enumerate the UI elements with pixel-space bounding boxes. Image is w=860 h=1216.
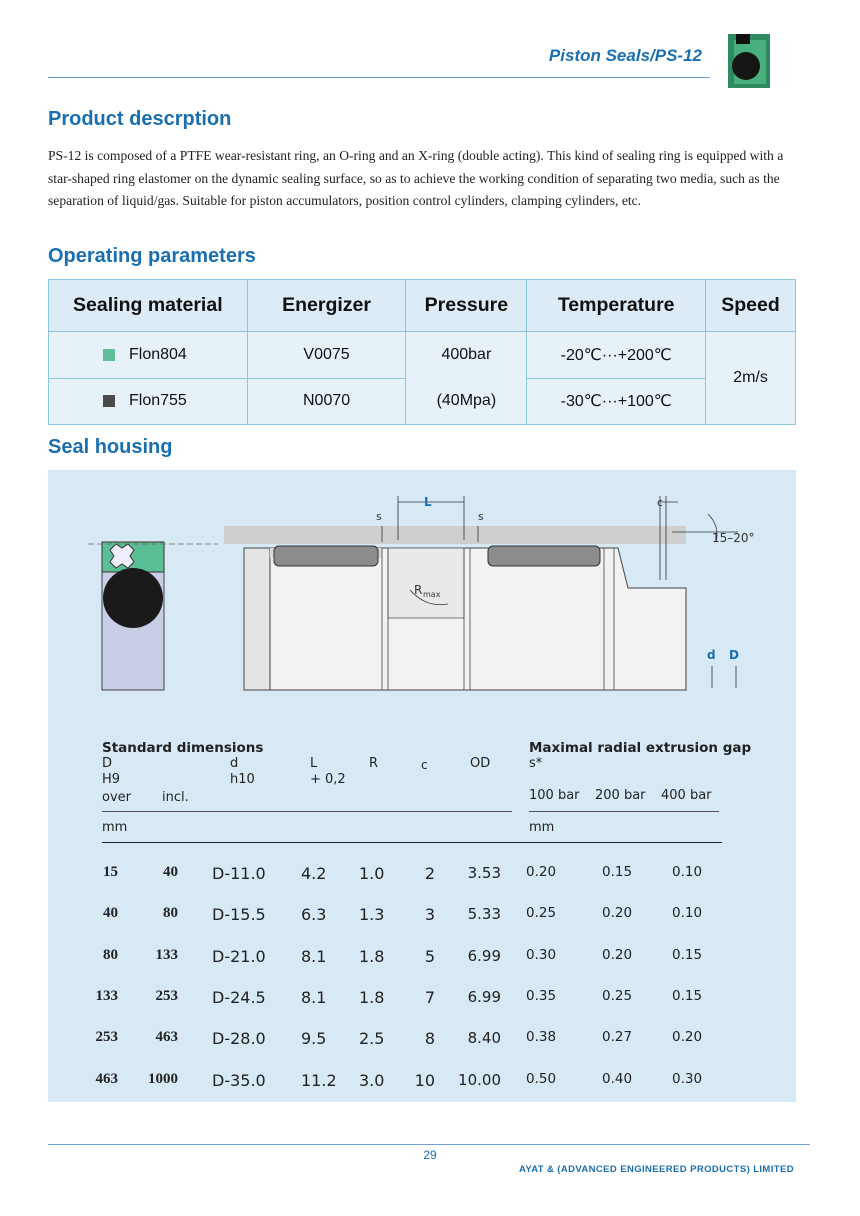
dim-cell-L: 8.1 [301,946,327,966]
dim-cell-R: 3.0 [359,1070,385,1090]
dim-cell-g2: 0.20 [602,946,633,963]
dim-cell-c: 5 [424,946,435,966]
energizer-cell: V0075 [247,332,406,379]
unit-right: mm [529,820,555,835]
dim-cell-g3: 0.15 [672,946,703,963]
description-heading: Product descrption [48,108,232,130]
dim-cell-g1: 0.20 [526,864,557,880]
dim-cell-g2: 0.40 [602,1070,633,1087]
dim-cell-L: 11.2 [301,1070,337,1090]
description-text: PS-12 is composed of a PTFE wear-resistant ring, an O-ring and an X-ring (double acting). This kind of sealing ring is equipped with a star-shaped ring elastomer on the dynamic sealing surface, so as to achieve the working condition of separating two media, such as the separation of liquid/gas. Suitable for piston accumulators, position control cylinders, clamping cylinders, etc. [48,148,784,209]
dim-cell-g1: 0.30 [526,946,557,963]
label-angle: 15–20° [712,531,755,545]
material-cell [49,332,248,379]
table-row [48,864,796,894]
label-L: L [424,495,432,509]
dim-cell-c: 8 [424,1029,435,1049]
dim-cell-g1: 0.50 [526,1070,557,1087]
dim-title: Standard dimensions [102,740,264,756]
dim-cell-OD: 5.33 [467,905,501,924]
page-number: 29 [423,1148,437,1162]
seal-profile-icon [726,30,772,90]
dim-cell-c: 2 [424,864,435,883]
footer-divider [48,1144,810,1145]
dim-cell-g3: 0.20 [672,1029,703,1046]
temperature-cell: -30℃···+100℃ [527,378,706,425]
label-d: d [707,648,716,662]
dim-cell-g2: 0.25 [602,987,633,1004]
pressure-mpa: (40Mpa) [436,392,497,409]
col-sealing-material: Sealing material [49,280,248,332]
dim-cell-incl: 253 [155,987,178,1004]
table-row [48,947,796,977]
dim-col-OD: OD [470,756,491,771]
dim-cell-L: 9.5 [301,1029,327,1049]
dim-col-D: D [102,756,113,771]
col-pressure: Pressure [406,280,527,332]
dim-cell-OD: 3.53 [467,864,501,882]
dim-cell-d: D-21.0 [212,946,266,966]
dim-cell-d: D-35.0 [212,1070,266,1090]
dim-cell-over: 463 [95,1070,118,1087]
operating-heading: Operating parameters [48,245,256,267]
dim-cell-over: 133 [95,987,118,1004]
dim-cell-R: 2.5 [359,1029,385,1049]
dim-cell-incl: 133 [155,946,178,963]
header-divider [48,77,710,78]
gap-col-100: 100 bar [529,788,580,803]
dim-cell-g1: 0.25 [526,905,557,922]
material-cell [49,378,248,425]
dim-cell-R: 1.0 [359,864,385,883]
dim-col-over: over [102,790,131,805]
dim-cell-OD: 6.99 [467,987,501,1006]
col-energizer: Energizer [247,280,406,332]
dim-cell-g3: 0.15 [672,987,703,1004]
unit-left: mm [102,820,128,835]
dim-col-incl: incl. [162,790,189,805]
dim-cell-L: 8.1 [301,987,327,1007]
dim-cell-d: D-11.0 [212,864,266,883]
dim-col-h10: h10 [230,772,255,787]
dim-cell-OD: 10.00 [458,1070,501,1089]
pressure-cell [406,332,527,425]
dim-cell-incl: 1000 [148,1070,178,1087]
page-header-title: Piston Seals/PS-12 [548,46,702,65]
dim-cell-d: D-28.0 [212,1029,266,1049]
dim-cell-L: 4.2 [301,864,327,883]
dim-col-R: R [369,756,379,771]
dim-cell-over: 80 [103,946,118,963]
speed-cell: 2m/s [706,332,796,425]
dim-cell-g1: 0.35 [526,987,557,1004]
gap-col-200: 200 bar [595,788,646,803]
label-s-right: s [478,510,484,523]
dim-cell-c: 3 [424,905,435,925]
dim-cell-g2: 0.27 [602,1029,633,1046]
table-row [48,905,796,935]
label-c: c [657,496,664,509]
dim-cell-c: 10 [414,1070,435,1090]
seal-housing-panel [48,470,796,1102]
dim-cell-g3: 0.30 [672,1070,703,1087]
dim-cell-g2: 0.15 [602,864,633,880]
label-D: D [729,648,739,662]
col-temperature: Temperature [527,280,706,332]
material-swatch [103,349,115,361]
dim-cell-g1: 0.38 [526,1029,557,1046]
dim-cell-R: 1.8 [359,946,385,966]
gap-col-400: 400 bar [661,788,712,803]
dim-cell-OD: 6.99 [467,946,501,965]
dim-cell-over: 40 [103,905,118,922]
dim-cell-incl: 40 [163,864,178,880]
material-name: Flon804 [129,345,187,363]
pressure-value: 400bar [441,346,492,363]
dim-divider-main [102,842,722,843]
dim-col-H9: H9 [102,772,121,787]
dim-cell-g3: 0.10 [672,905,703,922]
dim-cell-g2: 0.20 [602,905,633,922]
dim-col-c: c [421,758,428,772]
company-name: AYAT & (ADVANCED ENGINEERED PRODUCTS) LIMITED [518,1164,794,1175]
energizer-cell: N0070 [247,378,406,425]
dim-cell-d: D-15.5 [212,905,266,925]
housing-heading: Seal housing [48,436,173,458]
label-s-left: s [376,510,382,523]
label-rmax-sub: max [423,590,441,599]
table-row [48,1029,796,1059]
operating-parameters-table [48,279,796,425]
dim-col-L-tol: + 0,2 [310,772,346,787]
dim-cell-incl: 80 [163,905,178,922]
dim-cell-g3: 0.10 [672,864,703,880]
material-swatch [103,395,115,407]
material-name: Flon755 [129,392,187,410]
dim-cell-L: 6.3 [301,905,327,925]
dim-cell-R: 1.8 [359,987,385,1007]
dim-cell-d: D-24.5 [212,987,266,1007]
gap-title: Maximal radial extrusion gap [529,740,752,756]
dim-cell-incl: 463 [155,1029,178,1046]
gap-s: s* [529,756,543,771]
dim-col-d: d [230,756,239,771]
temperature-cell: -20℃···+200℃ [527,332,706,379]
dim-cell-over: 15 [103,864,118,880]
dim-cell-R: 1.3 [359,905,385,925]
seal-housing-diagram [48,470,796,710]
col-speed: Speed [706,280,796,332]
label-rmax: R [414,583,423,597]
table-row [48,1071,796,1101]
dim-cell-over: 253 [95,1029,118,1046]
table-row [48,988,796,1018]
dim-divider-left [102,811,512,812]
dim-cell-c: 7 [424,987,435,1007]
dim-divider-right [529,811,719,812]
dim-col-L: L [310,756,318,771]
dim-cell-OD: 8.40 [467,1029,501,1048]
